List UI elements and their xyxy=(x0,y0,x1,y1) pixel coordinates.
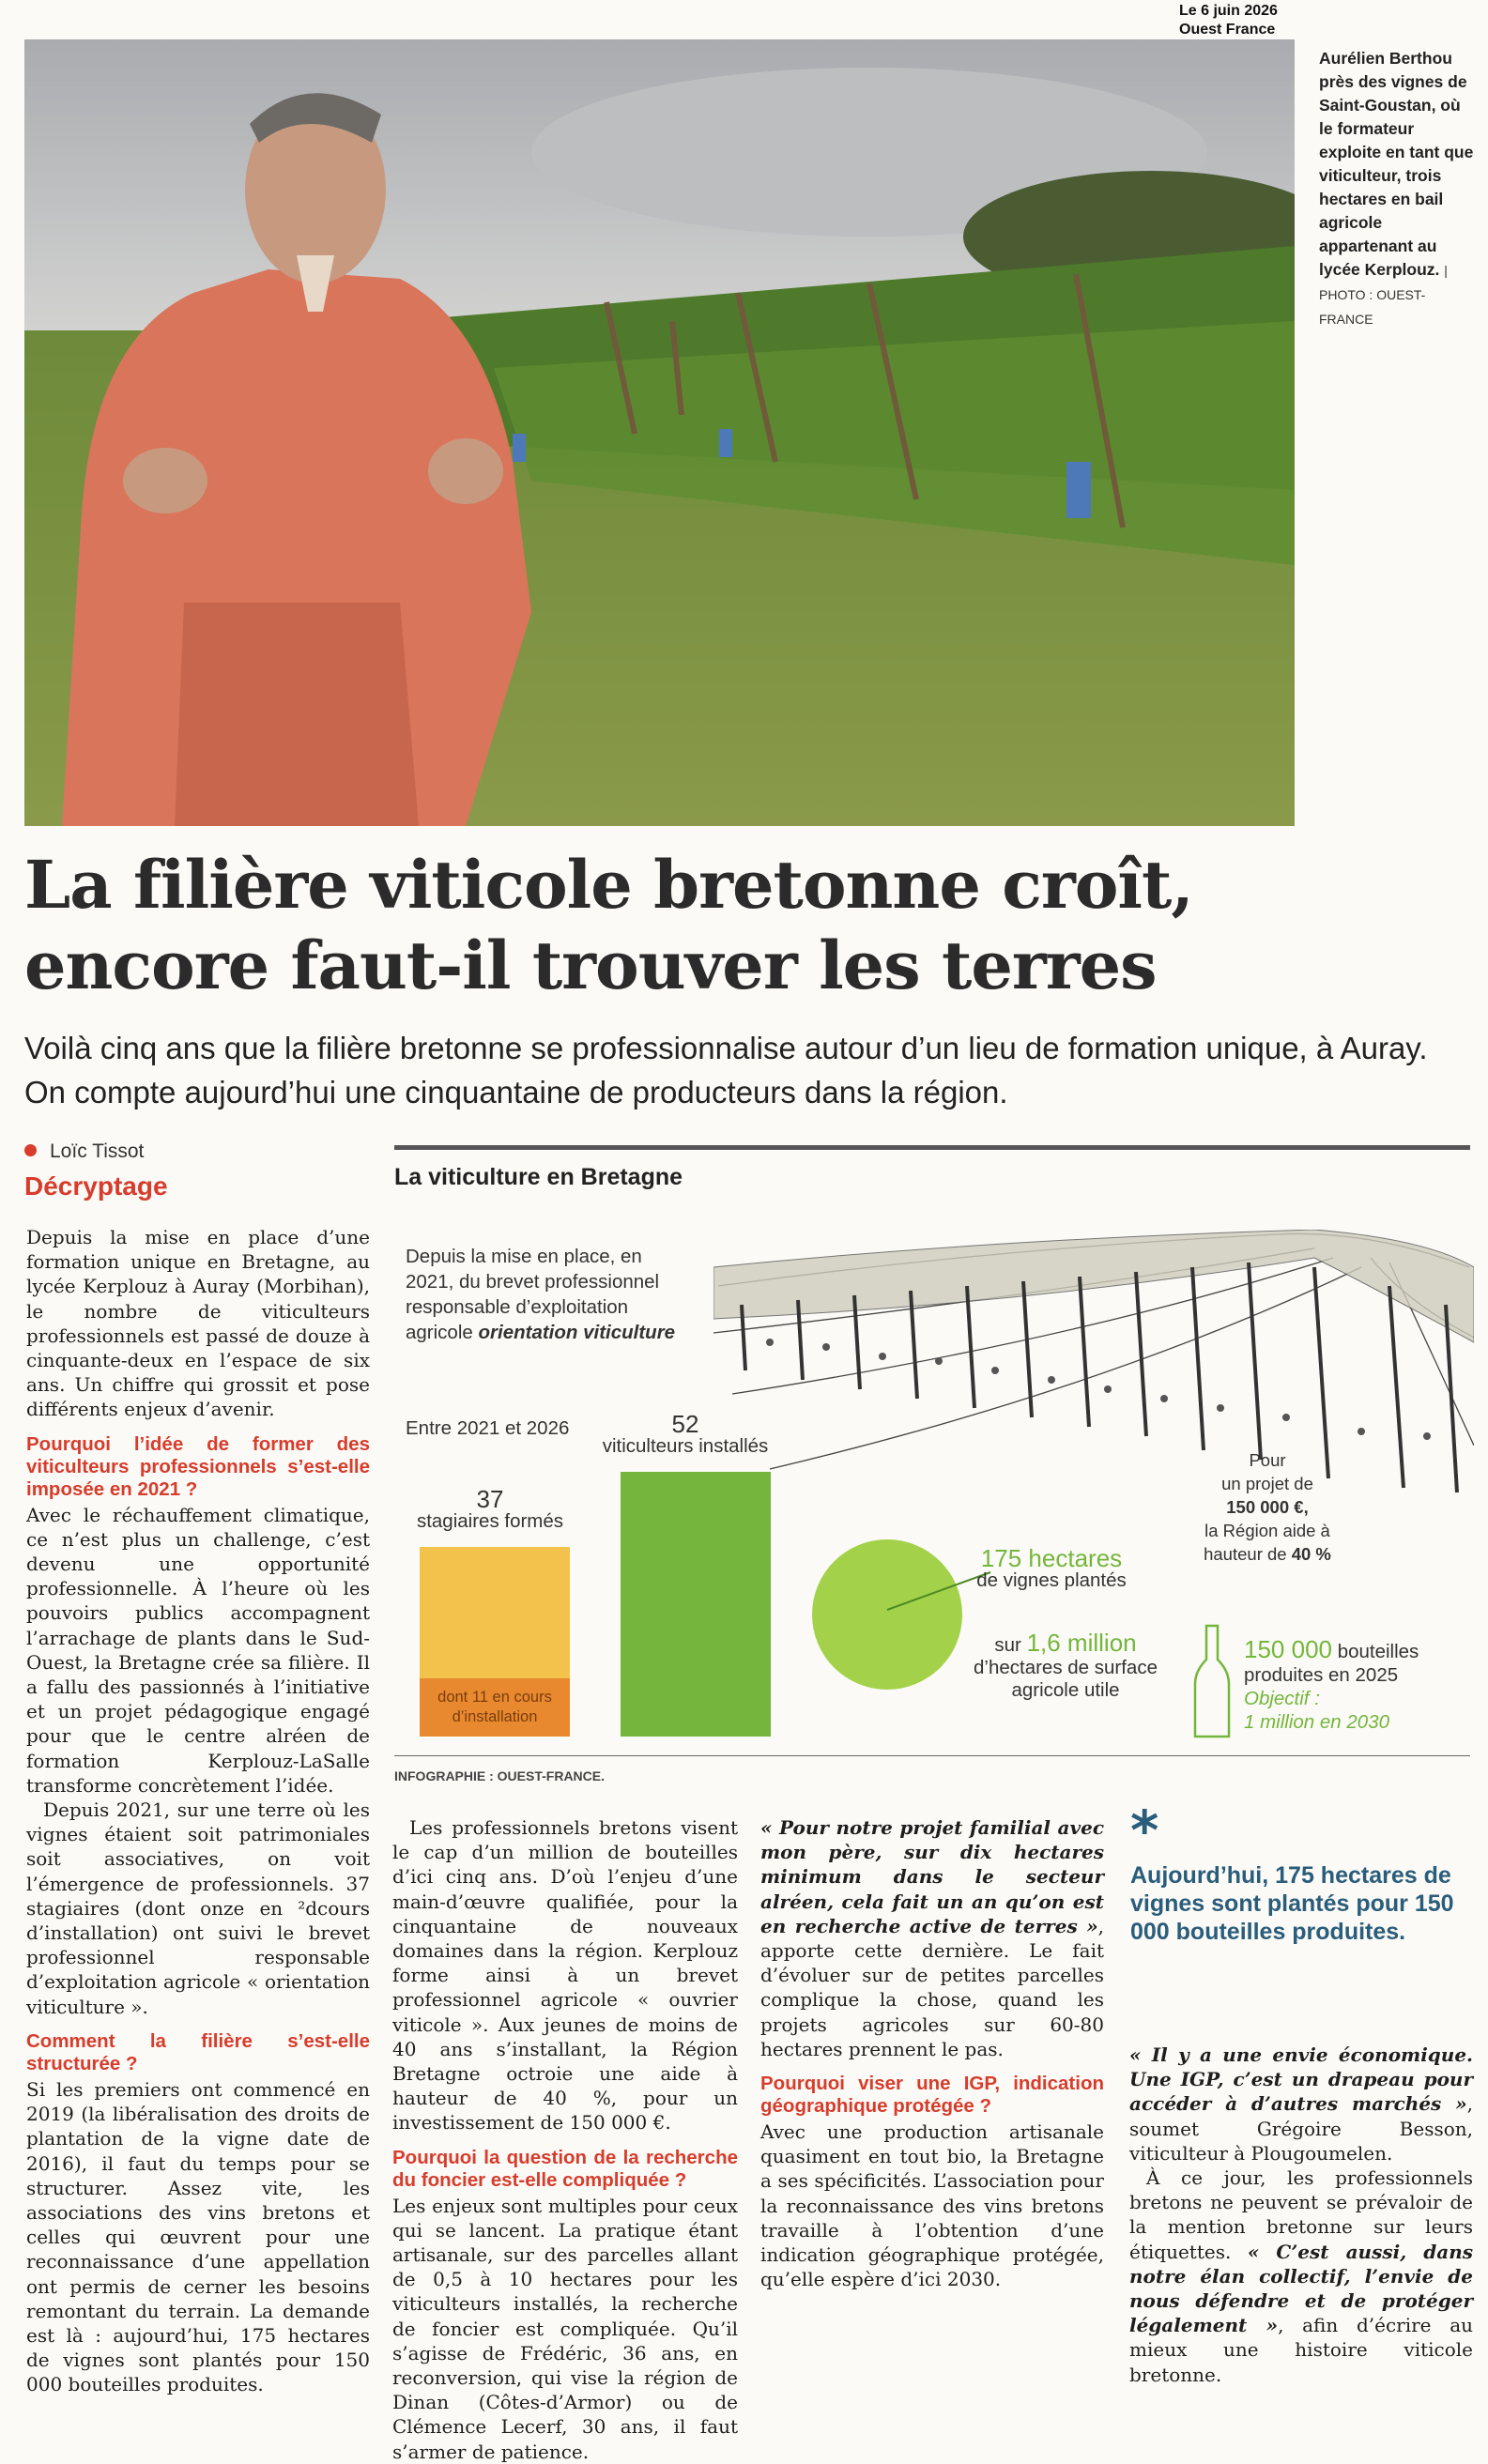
author-name: Loïc Tissot xyxy=(50,1140,145,1162)
trainees-bar xyxy=(420,1547,570,1678)
publication-name: Ouest France xyxy=(1179,22,1276,38)
rubric: Décryptage xyxy=(24,1171,168,1201)
bottles-objective-label: Objectif : xyxy=(1244,1688,1320,1709)
answer-2b: Les professionnels bretons visent le cap d’un million de bouteilles d’ici cinq ans. D’où l’enjeu d’une main-d’œuvre qualifiée, pour la cinquantaine de nouveaux domaines dans la région. Kerplouz forme ainsi à un brevet professionnel agricole « ouvrier viticole ». Aux jeunes de moins de 40 ans s’installant, la Région Bretagne octroie une aide à hauteur de 40 %, pour un investissement de 150 000 €. xyxy=(392,1816,738,2135)
quote-collective: « C’est aussi, dans notre élan collectif, l’envie de nous défendre et de protéger légalement » xyxy=(1129,2240,1473,2337)
answer-4c-paragraph xyxy=(1129,2166,1473,2387)
article-column-4 xyxy=(1129,2043,1473,2387)
question-4: Pourquoi viser une IGP, indication géographique protégée ? xyxy=(760,2073,1104,2118)
trainees-text: stagiaires formés xyxy=(416,1510,564,1532)
aid-line-3: la Région aide à xyxy=(1204,1521,1330,1540)
aid-percent: 40 % xyxy=(1291,1544,1331,1564)
aid-amount: 150 000 €, xyxy=(1226,1497,1309,1517)
answer-3b: , apporte cette dernière. Le fait d’évoluer sur de petites parcelles complique la chose, quand les projets agricoles sur 60-80 hectares prennent le pas. xyxy=(760,1914,1104,2060)
infographic-title: La viticulture en Bretagne xyxy=(394,1164,683,1190)
trainees-label xyxy=(406,1485,575,1533)
agri-surface-line xyxy=(948,1631,1183,1657)
aid-line-2: un projet de xyxy=(1221,1474,1313,1493)
bottles-value: 150 000 xyxy=(1244,1635,1332,1663)
infographic-period: Entre 2021 et 2026 xyxy=(406,1417,570,1439)
question-2: Comment la filière s’est-elle structurée ? xyxy=(26,2029,370,2074)
answer-4b: , soumet Grégoire Besson, viticulteur à Plougoumelen. xyxy=(1129,2092,1473,2165)
trainees-installing-text: dont 11 en cours d’installation xyxy=(437,1689,552,1725)
answer-1b: Depuis 2021, sur une terre où les vignes étaient soit patrimoniales soit associatives, on voit l’émergence de professionnels. 37 stagiaires (dont onze en ²dcours d’installation) ont suivi le brevet professionnel responsable d’exploitation agricole « orientation viticulture ». xyxy=(26,1798,370,2018)
bottles-text: bouteilles produites en 2025 xyxy=(1244,1641,1419,1686)
answer-3-quote-paragraph xyxy=(760,1815,1104,2061)
infographic-intro xyxy=(406,1244,687,1345)
infographic-top-rule xyxy=(394,1145,1470,1150)
aid-info xyxy=(1178,1448,1357,1566)
quote-besson: « Il y a une envie économique. Une IGP, c’est un drapeau pour accéder à d’autres marchés » xyxy=(1129,2043,1473,2116)
quote-clemence: « Pour notre projet familial avec mon père, sur dix hectares minimum dans le secteur alréen, cela fait un an qu’on est en recherche active de terres » xyxy=(760,1816,1104,1937)
answer-4c: À ce jour, les professionnels bretons ne peuvent se prévaloir de la mention bretonne sur leurs étiquettes. xyxy=(1129,2166,1473,2263)
vineyard-illustration xyxy=(713,1230,1474,1549)
vineyard-photo xyxy=(24,39,1295,826)
agri-surface-text: d’hectares de surface agricole utile xyxy=(973,1657,1158,1701)
article-column-3 xyxy=(760,1815,1104,2291)
headline-line-1: La filière viticole bretonne croît, xyxy=(24,846,1193,924)
standfirst: Voilà cinq ans que la filière bretonne se professionnalise autour d’un lieu de formation unique, à Auray. On compte aujourd’hui une cinquantaine de producteurs dans la région. xyxy=(24,1031,1428,1110)
publication-date: Le 6 juin 2026 xyxy=(1179,3,1278,19)
trainees-value: 37 xyxy=(476,1485,504,1513)
trainees-installing-bar xyxy=(420,1678,570,1737)
infographic-bottom-rule xyxy=(394,1755,1470,1756)
infographic-credit: INFOGRAPHIE : OUEST-FRANCE. xyxy=(394,1768,606,1783)
bottle-icon xyxy=(1193,1624,1231,1740)
aid-line-1: Pour xyxy=(1249,1450,1286,1470)
vineyard-drawing xyxy=(713,1230,1474,1549)
asterisk-icon: * xyxy=(1130,1798,1159,1862)
aid-line-4-text: hauteur de xyxy=(1204,1544,1287,1564)
installed-text: viticulteurs installés xyxy=(602,1435,769,1457)
article-column-1 xyxy=(26,1225,370,2397)
question-3: Pourquoi la question de la recherche du foncier est-elle compliquée ? xyxy=(392,2146,738,2191)
photo-credit: | PHOTO : OUEST-FRANCE xyxy=(1319,263,1448,327)
agri-surface-of: sur xyxy=(994,1634,1021,1656)
quote-besson-paragraph xyxy=(1129,2043,1473,2166)
bullet-dot-icon xyxy=(24,1144,37,1156)
photo-caption-text: Aurélien Berthou près des vignes de Saint-Goustan, où le formateur exploite en tant que viticulteur, trois hectares en bail agricole appartenant au lycée Kerplouz. xyxy=(1319,49,1474,279)
byline xyxy=(24,1140,144,1163)
answer-4d: , afin d’écrire au mieux une histoire viticole bretonne. xyxy=(1129,2314,1473,2386)
agri-surface-label xyxy=(948,1631,1183,1702)
question-1: Pourquoi l’idée de former des viticulteurs professionnels s’est-elle imposée en 2021 ? xyxy=(26,1432,370,1500)
hectares-value: 175 hectares xyxy=(980,1544,1123,1572)
dateline xyxy=(1179,2,1278,39)
installed-value: 52 xyxy=(671,1410,699,1438)
article-intro: Depuis la mise en place d’une formation unique en Bretagne, au lycée Kerplouz à Auray (Morbihan), le nombre de viticulteurs professionnels est passé de douze à cinquante-deux en l’espace de six ans. Un chiffre qui grossit et pose différents enjeux d’avenir. xyxy=(26,1226,370,1421)
aid-line-4 xyxy=(1178,1542,1357,1566)
headline xyxy=(24,845,1433,1006)
bottles-objective-value: 1 million en 2030 xyxy=(1244,1711,1389,1733)
headline-line-2: encore faut-il trouver les terres xyxy=(24,926,1157,1004)
article-column-2 xyxy=(392,1815,738,2464)
infographic-intro-text: Depuis la mise en place, en 2021, du brevet professionnel responsable d’exploitation agricole xyxy=(406,1246,660,1343)
hectares-label xyxy=(958,1544,1145,1592)
article-photo xyxy=(24,39,1295,826)
bottles-info xyxy=(1244,1635,1479,1734)
pull-quote: Aujourd’hui, 175 hectares de vignes sont plantés pour 150 000 bouteilles produites. xyxy=(1130,1862,1454,1945)
hectares-text: de vignes plantés xyxy=(976,1569,1127,1591)
answer-4: Avec une production artisanale quasiment en tout bio, la Bretagne a ses spécificités. L’association pour la reconnaissance des vins bretons travaille à l’obtention d’une indication géographique protégée, qu’elle espère d’ici 2030. xyxy=(760,2120,1104,2291)
answer-3: Les enjeux sont multiples pour ceux qui se lancent. La pratique étant artisanale, sur des parcelles allant de 0,5 à 10 hectares pour les viticulteurs installés, la recherche de foncier est compliquée. Qu’il s’agisse de Frédéric, 36 ans, en reconversion, qui vise la région de Dinan (Côtes-d’Armor) ou de Clémence Lecerf, 30 ans, il faut s’armer de patience. xyxy=(392,2194,738,2463)
infographic-intro-emphasis: orientation viticulture xyxy=(478,1322,676,1343)
answer-2: Si les premiers ont commencé en 2019 (la libéralisation des droits de plantation de la vigne date de 2016), il faut du temps pour se structurer. Assez vite, les associations des vins bretons et celles qui œuvrent pour une reconnaissance d’une appellation ont permis de cerner les besoins remontant du terrain. La demande est là : aujourd’hui, 175 hectares de vignes sont plantés pour 150 000 bouteilles produites. xyxy=(26,2077,370,2396)
agri-surface-value: 1,6 million xyxy=(1026,1629,1137,1657)
answer-1: Avec le réchauffement climatique, ce n’est plus un challenge, c’est devenu une opportunité professionnelle. À l’heure où les pouvoirs publics accompagnent l’arrachage de plants dans le Sud-Ouest, la Bretagne crée sa filière. Il a fallu des passionnés à l’initiative et un projet pédagogique engagé pour que le centre alréen de formation Kerplouz-LaSalle transforme concrètement l’idée. xyxy=(26,1503,370,1797)
photo-caption xyxy=(1319,47,1474,331)
bottles-line xyxy=(1244,1635,1479,1687)
